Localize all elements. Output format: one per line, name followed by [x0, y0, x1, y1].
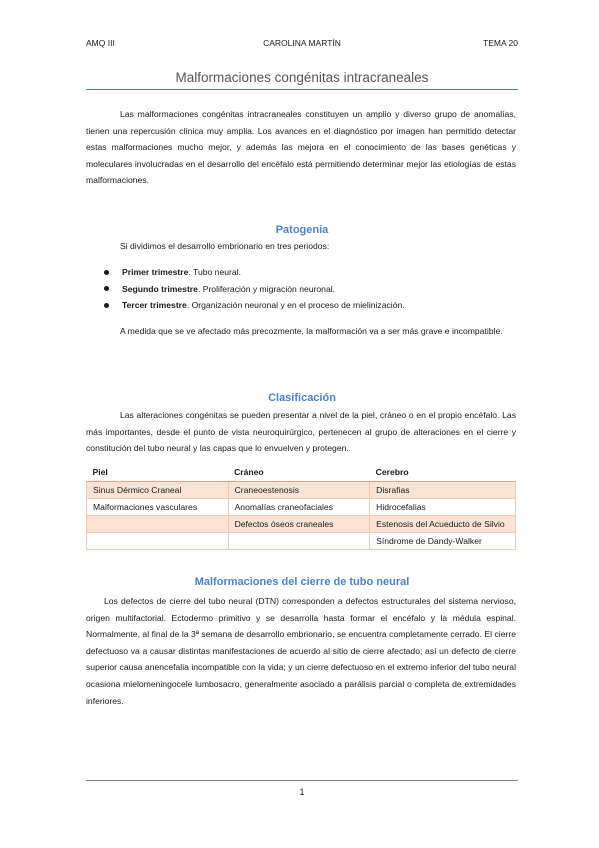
table-cell	[87, 516, 229, 533]
header-course: AMQ III	[86, 38, 115, 48]
bullet-icon	[104, 286, 109, 291]
footer-divider	[86, 780, 518, 781]
table-cell: Anomalías craneofaciales	[228, 499, 370, 516]
classification-table	[86, 463, 516, 550]
table-cell: Síndrome de Dandy-Walker	[370, 533, 516, 550]
table-cell: Malformaciones vasculares	[87, 499, 229, 516]
table-cell: Hidrocefalias	[370, 499, 516, 516]
column-header-cerebro: Cerebro	[370, 463, 516, 482]
table-header-row	[87, 463, 516, 482]
table-cell: Craneoestenosis	[228, 482, 370, 499]
clasificacion-paragraph: Las alteraciones congénitas se pueden presentar a nivel de la piel, cráneo o en el propio encéfalo. Las más importantes, desde el punto de vista neuroquirúrgico, pertenecen al grupo de alteraciones en el cierre y constitución del tubo neural y las capas que lo envuelven y protegen.	[86, 410, 516, 454]
clasificacion-heading: Clasificación	[268, 392, 336, 404]
table-cell: Estenosis del Acueducto de Silvio	[370, 516, 516, 533]
table-cell	[228, 533, 370, 550]
list-item-term: Primer trimestre	[122, 267, 189, 277]
column-header-craneo: Cráneo	[228, 463, 370, 482]
table-cell: Sinus Dérmico Craneal	[87, 482, 229, 499]
list-item-text: . Proliferación y migración neuronal.	[197, 283, 336, 294]
intro-paragraph: Las malformaciones congénitas intracraneales constituyen un amplio y diverso grupo de anomalías, tienen una repercusión clínica muy amplia. Los avances en el diagnóstico por imagen han permitido detectar estas malformaciones mucho mejor, y además las mejora en el conocimiento de las bases genéticas y moleculares involucradas en el desarrollo del encéfalo está permitiendo determinar mejor las etiologías de estas malformaciones.	[86, 109, 516, 186]
cierre-paragraph: Los defectos de cierre del tubo neural (DTN) corresponden a defectos estructurales del sistema nervioso, origen multifactorial. Ectodermo primitivo y se desarrolla hasta formar el encéfalo y la médula espinal. Normalmente, al final de la 3ª semana de desarrollo embrionario, se encuentra completamente cerrado. El cierre defectuoso va a causar distintas manifestaciones de acuerdo al sitio de cierre afectado; así un defecto de cierre superior causa anencefalia incompatible con la vida; y un cierre defectuoso en el extremo inferior del tubo neural ocasiona mielomeningocele lumbosacro, generalmente asociado a parálisis parcial o completa de extremidades inferiores.	[86, 596, 516, 706]
patogenia-heading: Patogenia	[275, 224, 329, 236]
patogenia-closing: A medida que se ve afectado más precozmente, la malformación va a ser más grave e incompatible.	[120, 326, 503, 336]
table-cell: Defectos óseos craneales	[228, 516, 370, 533]
trimester-list	[86, 264, 516, 314]
list-item-term: Segundo trimestre	[122, 283, 198, 294]
bullet-icon	[104, 303, 109, 308]
column-header-piel: Piel	[87, 463, 229, 482]
table-row	[87, 482, 516, 499]
list-item	[86, 281, 516, 298]
table-row	[87, 533, 516, 550]
list-item	[86, 297, 516, 314]
page-title: Malformaciones congénitas intracraneales	[175, 70, 429, 85]
patogenia-lead: Si dividimos el desarrollo embrionario en tres periodos:	[120, 241, 330, 251]
header-topic: TEMA 20	[483, 38, 518, 48]
table-cell: Disrafias	[370, 482, 516, 499]
header-author: CAROLINA MARTÍN	[263, 38, 341, 48]
title-divider	[86, 89, 518, 90]
list-item	[86, 264, 516, 281]
cierre-heading: Malformaciones del cierre de tubo neural	[194, 576, 410, 588]
table-row	[87, 516, 516, 533]
table-row	[87, 499, 516, 516]
bullet-icon	[104, 270, 109, 275]
page-number: 1	[299, 787, 305, 797]
list-item-text: . Organización neuronal y en el proceso de mielinización.	[186, 300, 405, 311]
list-item-text: . Tubo neural.	[188, 267, 241, 277]
list-item-term: Tercer trimestre	[122, 300, 187, 311]
page-header	[86, 38, 518, 52]
table-cell	[87, 533, 229, 550]
